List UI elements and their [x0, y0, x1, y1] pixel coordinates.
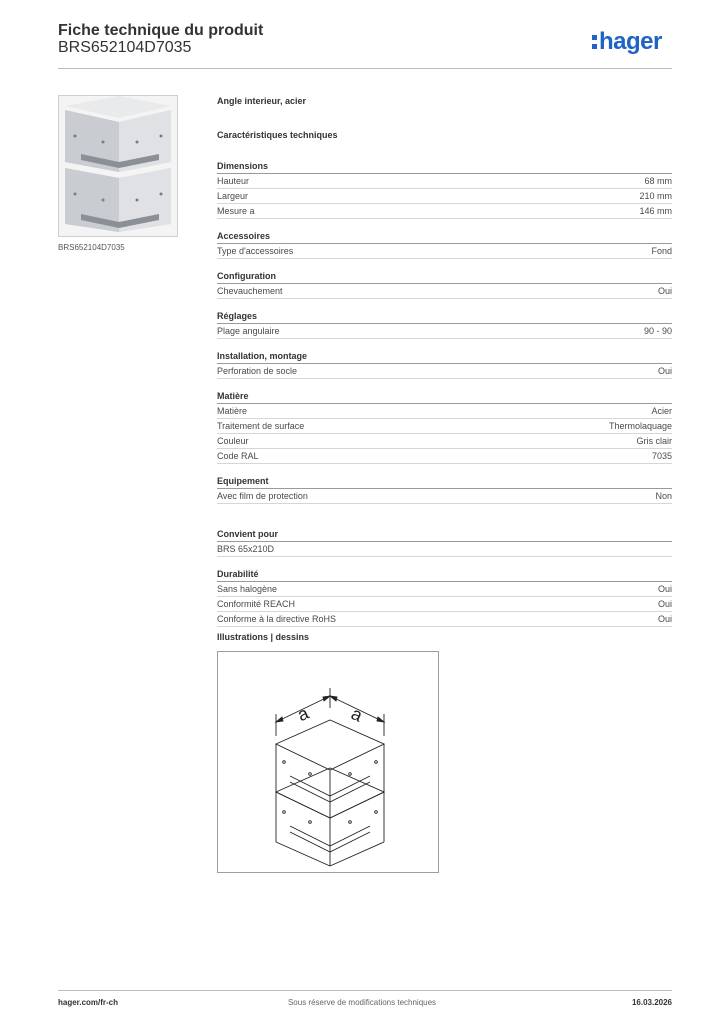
spec-row: [217, 244, 672, 259]
spec-section: [217, 270, 672, 299]
spec-row: [217, 204, 672, 219]
footer-date: 16.03.2026: [631, 998, 672, 1007]
photo-caption: BRS652104D7035: [58, 243, 125, 252]
section-title: Accessoires: [217, 230, 672, 244]
spec-value: 68 mm: [644, 176, 672, 186]
spec-label: Traitement de surface: [217, 421, 305, 431]
technical-drawing-image: [218, 652, 438, 872]
spec-value: Oui: [657, 599, 672, 609]
spec-value: Non: [655, 491, 672, 501]
spec-value: 210 mm: [639, 191, 672, 201]
footer-divider: [58, 990, 672, 991]
spec-value: Acier: [651, 406, 672, 416]
tech-heading: Caractéristiques techniques: [217, 130, 338, 140]
spec-value: Oui: [657, 366, 672, 376]
product-photo: [58, 95, 178, 237]
spec-row: [217, 404, 672, 419]
spec-value: Fond: [651, 246, 672, 256]
spec-label: Matière: [217, 406, 248, 416]
spec-row: [217, 582, 672, 597]
spec-label: Couleur: [217, 436, 249, 446]
spec-label: Largeur: [217, 191, 249, 201]
section-title: Installation, montage: [217, 350, 672, 364]
spec-row: [217, 542, 672, 557]
technical-drawing: [217, 651, 439, 873]
spec-row: [217, 489, 672, 504]
spec-content: [217, 96, 672, 627]
section-title: Matière: [217, 390, 672, 404]
spec-sections: [217, 160, 672, 627]
spec-value: Oui: [657, 614, 672, 624]
spec-label: Hauteur: [217, 176, 250, 186]
product-photo-image: [59, 96, 177, 236]
spec-row: [217, 174, 672, 189]
dimension-label-right: a: [348, 703, 366, 726]
product-reference: BRS652104D7035: [58, 39, 192, 56]
spec-label: Perforation de socle: [217, 366, 298, 376]
illustrations-title: Illustrations | dessins: [217, 632, 310, 642]
spec-label: Mesure a: [217, 206, 255, 216]
spec-label: Type d'accessoires: [217, 246, 294, 256]
spec-section: [217, 528, 672, 557]
spec-value: Thermolaquage: [608, 421, 672, 431]
spec-value: Gris clair: [636, 436, 672, 446]
spec-section: [217, 160, 672, 219]
spec-label: Chevauchement: [217, 286, 283, 296]
header-divider: [58, 68, 672, 69]
spec-row: [217, 434, 672, 449]
spec-label: Sans halogène: [217, 584, 278, 594]
spec-section: [217, 310, 672, 339]
dimension-label-left: a: [294, 702, 312, 726]
section-title: Dimensions: [217, 160, 672, 174]
spec-row: [217, 449, 672, 464]
spec-label: Code RAL: [217, 451, 259, 461]
spec-row: [217, 612, 672, 627]
spec-value: 90 - 90: [643, 326, 672, 336]
footer-website-link[interactable]: hager.com/fr-ch: [58, 998, 119, 1007]
spec-section: [217, 390, 672, 464]
spec-value: 146 mm: [639, 206, 672, 216]
spec-section: [217, 475, 672, 504]
spec-row: [217, 284, 672, 299]
hager-logo: [592, 28, 662, 56]
spec-label: Avec film de protection: [217, 491, 308, 501]
product-name: Angle interieur, acier: [217, 96, 307, 106]
spec-section: [217, 350, 672, 379]
spec-value: Oui: [657, 286, 672, 296]
section-title: Configuration: [217, 270, 672, 284]
section-title: Equipement: [217, 475, 672, 489]
section-title: Durabilité: [217, 568, 672, 582]
page-title: Fiche technique du produit: [58, 22, 264, 39]
spec-label: Conforme à la directive RoHS: [217, 614, 337, 624]
logo-text: hager: [599, 28, 662, 55]
spec-label: Conformité REACH: [217, 599, 296, 609]
section-title: Réglages: [217, 310, 672, 324]
spec-value: 7035: [651, 451, 672, 461]
section-title: Convient pour: [217, 528, 672, 542]
spec-section: [217, 230, 672, 259]
spec-section: [217, 568, 672, 627]
spec-row: [217, 324, 672, 339]
spec-row: [217, 364, 672, 379]
footer-disclaimer: Sous réserve de modifications techniques: [287, 998, 437, 1007]
spec-row: [217, 419, 672, 434]
logo-colon-icon: [592, 32, 597, 50]
spec-label: BRS 65x210D: [217, 544, 275, 554]
spec-row: [217, 189, 672, 204]
spec-value: Oui: [657, 584, 672, 594]
spec-label: Plage angulaire: [217, 326, 280, 336]
spec-row: [217, 597, 672, 612]
